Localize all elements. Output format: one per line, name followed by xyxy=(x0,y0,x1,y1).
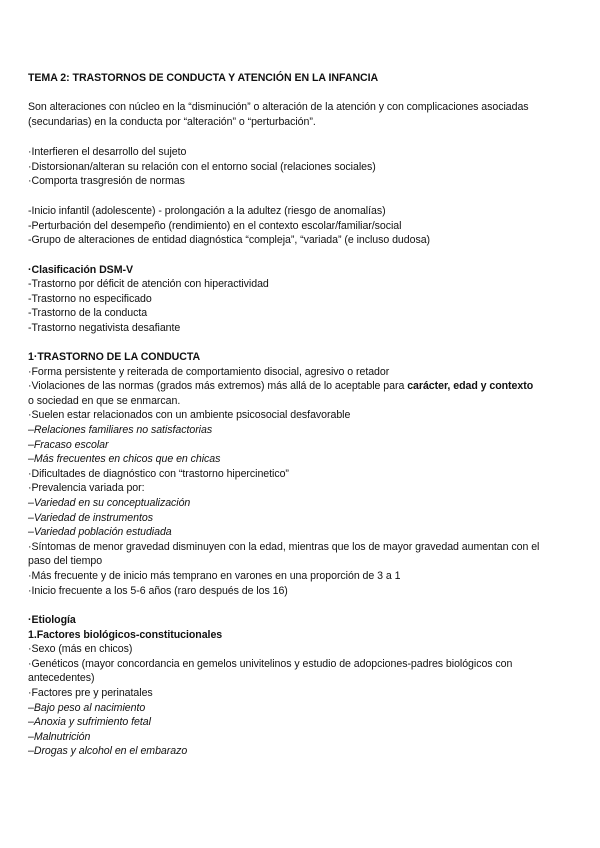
etiology-line: ·Factores pre y perinatales xyxy=(28,687,153,699)
section-line: ·Forma persistente y reiterada de comportamiento disocial, agresivo o retador xyxy=(28,366,390,378)
effect-item: ·Comporta trasgresión de normas xyxy=(28,175,185,187)
section-subitem: –Variedad en su conceptualización xyxy=(28,497,191,509)
section-line: ·Prevalencia variada por: xyxy=(28,482,145,494)
etiology-line: ·Genéticos (mayor concordancia en gemelos univitelinos y estudio de adopciones-padres biológicos con xyxy=(28,658,513,670)
section-heading: 1·TRASTORNO DE LA CONDUCTA xyxy=(28,351,201,363)
section-subitem: –Más frecuentes en chicos que en chicas xyxy=(28,453,221,465)
section-subitem: –Relaciones familiares no satisfactorias xyxy=(28,424,213,436)
dsm-item: -Trastorno de la conducta xyxy=(28,307,148,319)
trait-item: -Grupo de alteraciones de entidad diagnóstica “compleja”, “variada” (e incluso dudosa) xyxy=(28,234,431,246)
section-line: ·Más frecuente y de inicio más temprano en varones en una proporción de 3 a 1 xyxy=(28,570,401,582)
section-subitem: –Variedad población estudiada xyxy=(28,526,172,538)
page-title: TEMA 2: TRASTORNOS DE CONDUCTA Y ATENCIÓN EN LA INFANCIA xyxy=(28,72,379,84)
intro-line: Son alteraciones con núcleo en la “disminución” o alteración de la atención y con complicaciones asociadas xyxy=(28,101,529,113)
section-line: ·Suelen estar relacionados con un ambiente psicosocial desfavorable xyxy=(28,409,351,421)
dsm-item: -Trastorno por déficit de atención con hiperactividad xyxy=(28,278,269,290)
etiology-line: antecedentes) xyxy=(28,672,95,684)
section-line: ·Inicio frecuente a los 5-6 años (raro después de los 16) xyxy=(28,585,288,597)
trait-item: -Perturbación del desempeño (rendimiento) en el contexto escolar/familiar/social xyxy=(28,220,402,232)
etiology-subheading: 1.Factores biológicos-constitucionales xyxy=(28,629,223,641)
etiology-heading: ·Etiología xyxy=(28,614,76,626)
effect-item: ·Distorsionan/alteran su relación con el entorno social (relaciones sociales) xyxy=(28,161,376,173)
section-subitem: –Variedad de instrumentos xyxy=(28,512,153,524)
dsm-item: -Trastorno no especificado xyxy=(28,293,152,305)
etiology-subitem: –Bajo peso al nacimiento xyxy=(28,702,146,714)
section-line: paso del tiempo xyxy=(28,555,103,567)
section-line-text: ·Violaciones de las normas (grados más extremos) más allá de lo aceptable para xyxy=(28,380,408,392)
section-line: ·Dificultades de diagnóstico con “trastorno hipercinetico” xyxy=(28,468,289,480)
intro-line: (secundarias) en la conducta por “alteración” o “perturbación”. xyxy=(28,116,316,128)
section-line-emphasis: carácter, edad y contexto xyxy=(407,380,534,392)
etiology-subitem: –Drogas y alcohol en el embarazo xyxy=(28,745,188,757)
dsm-heading: ·Clasificación DSM-V xyxy=(28,264,133,276)
trait-item: -Inicio infantil (adolescente) - prolongación a la adultez (riesgo de anomalías) xyxy=(28,205,386,217)
section-line: o sociedad en que se enmarcan. xyxy=(28,395,181,407)
effect-item: ·Interfieren el desarrollo del sujeto xyxy=(28,146,187,158)
section-subitem: –Fracaso escolar xyxy=(28,439,109,451)
etiology-subitem: –Malnutrición xyxy=(28,731,91,743)
etiology-subitem: –Anoxia y sufrimiento fetal xyxy=(28,716,151,728)
section-line xyxy=(28,379,533,393)
etiology-line: ·Sexo (más en chicos) xyxy=(28,643,133,655)
section-line: ·Síntomas de menor gravedad disminuyen con la edad, mientras que los de mayor gravedad aumentan con el xyxy=(28,541,540,553)
dsm-item: -Trastorno negativista desafiante xyxy=(28,322,181,334)
